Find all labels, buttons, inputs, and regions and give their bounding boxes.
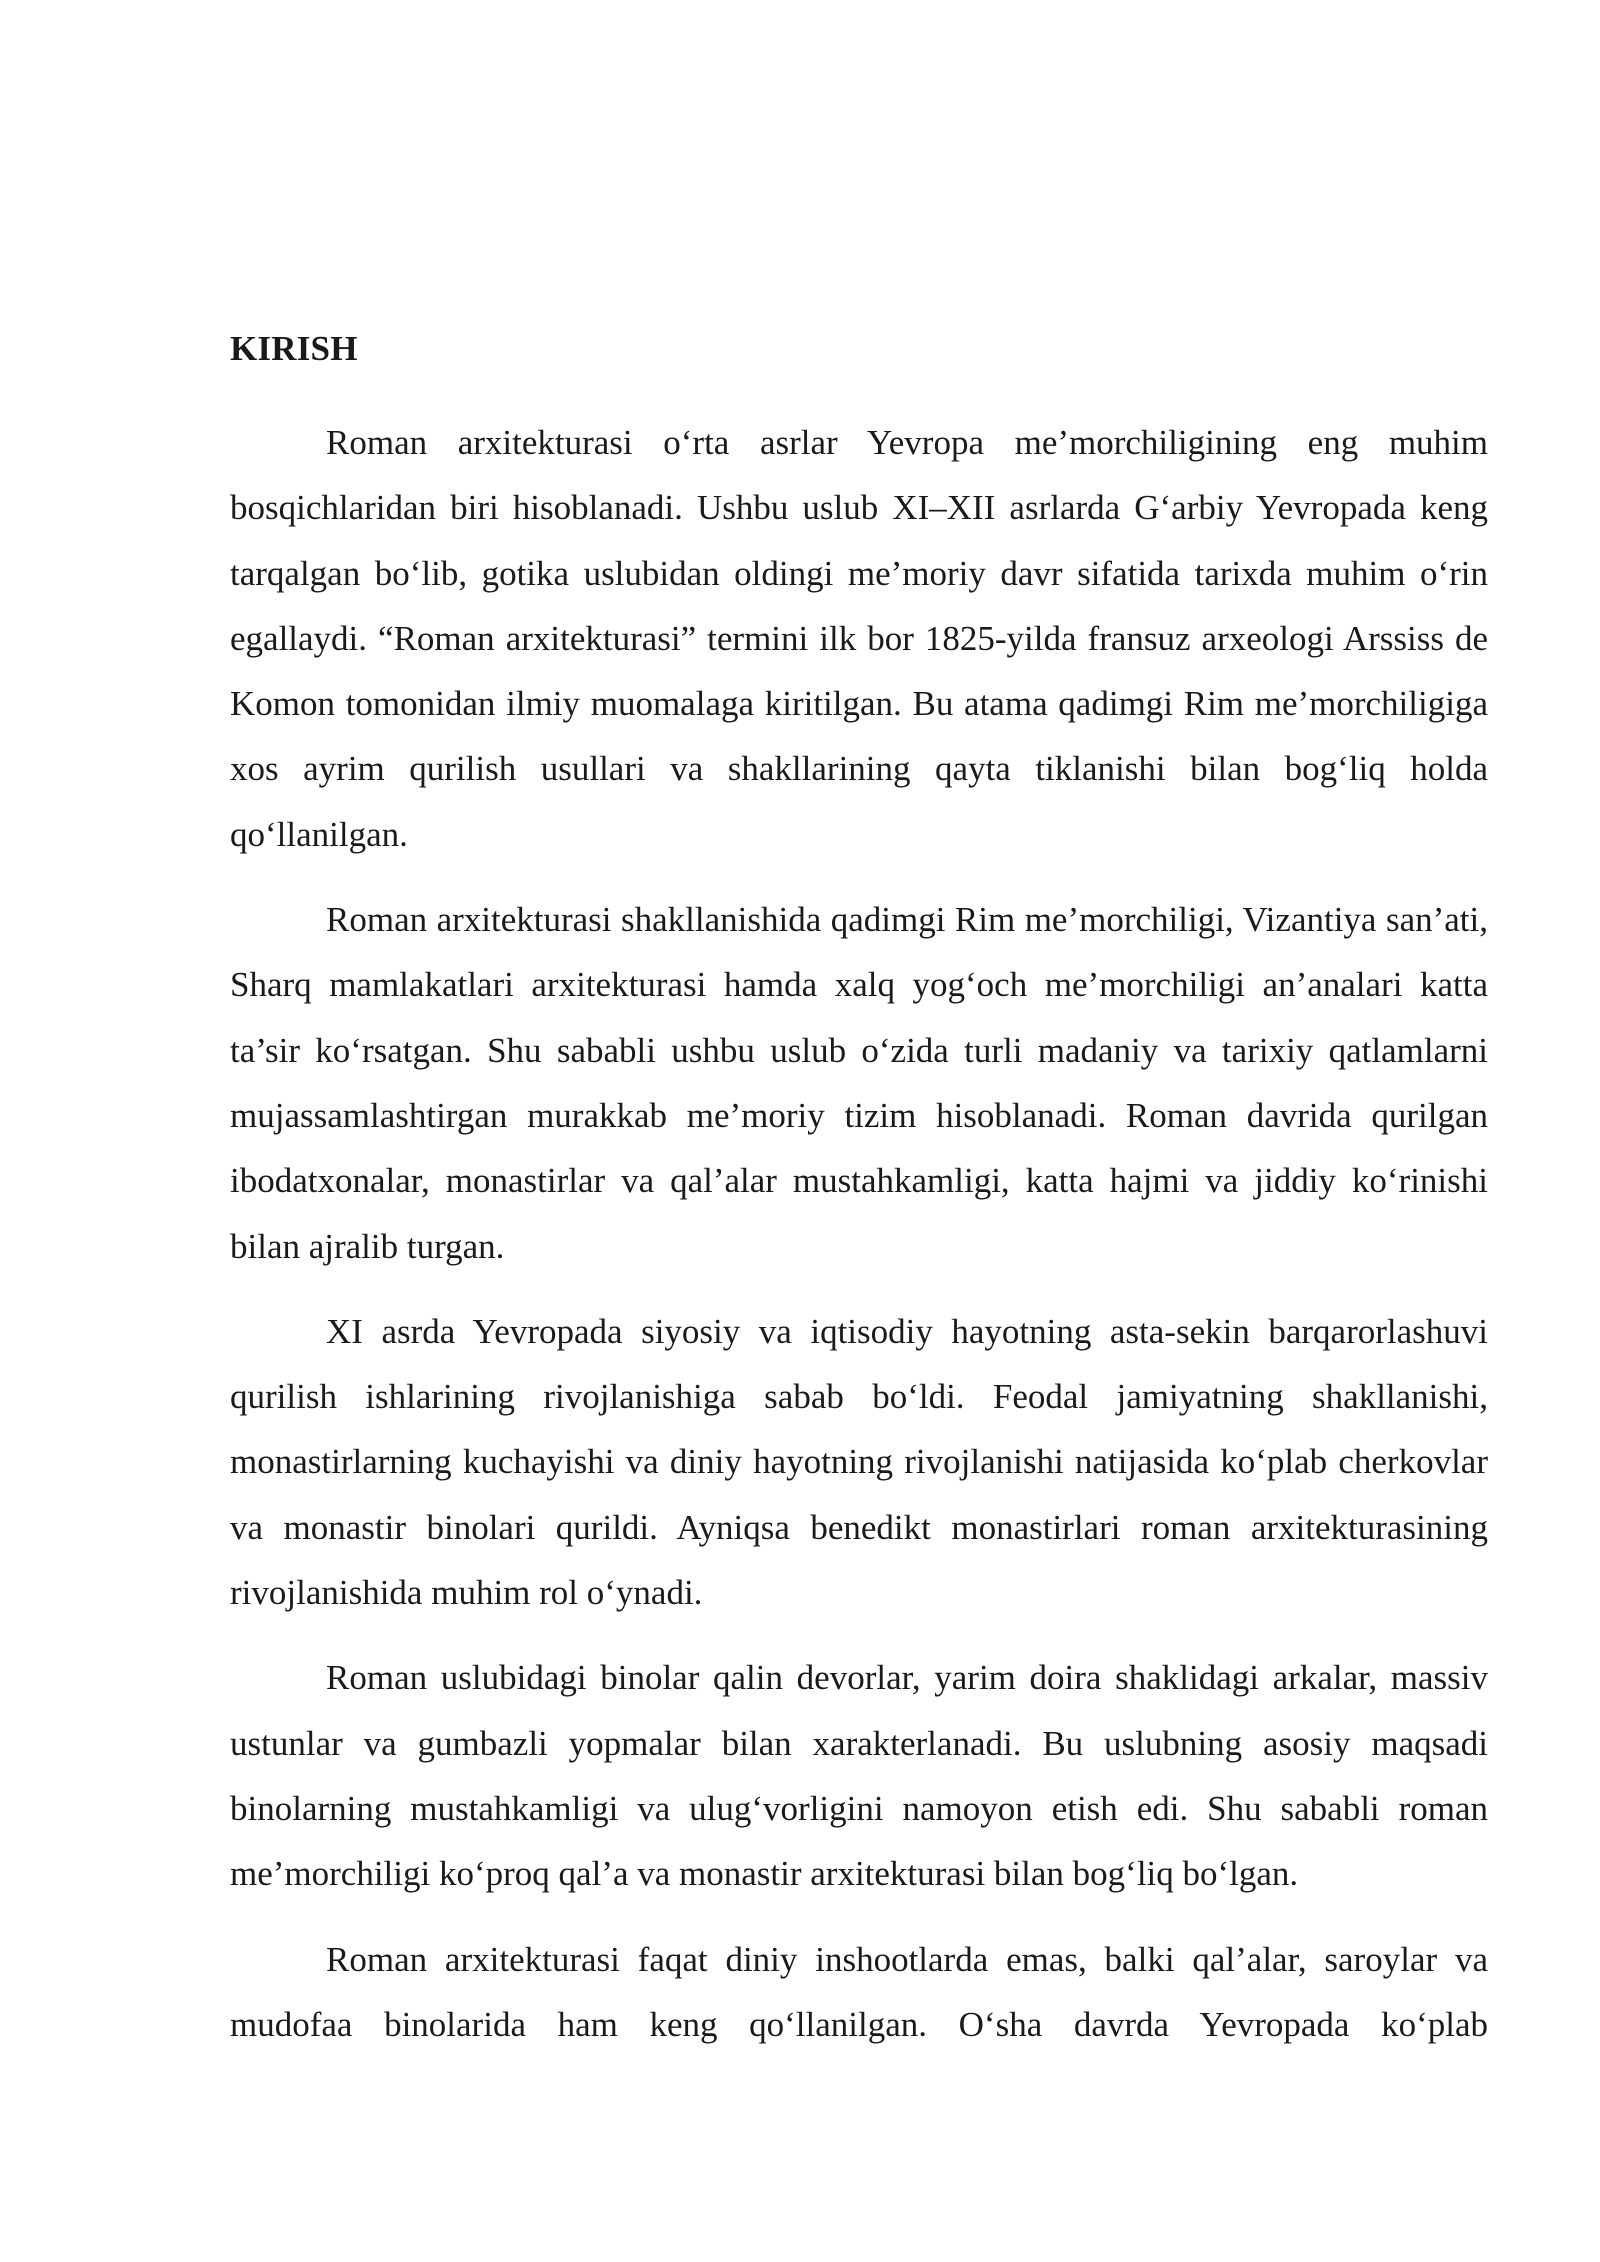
paragraph-5: Roman arxitekturasi faqat diniy inshootlarda emas, balki qal’alar, saroylar va mudofaa binolarida ham keng qo‘llanilgan. O‘sha davrda Yevropada ko‘plab xyxy=(230,1939,1488,2044)
paragraph-4: Roman uslubidagi binolar qalin devorlar, yarim doira shaklidagi arkalar, massiv ustunlar va gumbazli yopmalar bilan xarakterlanadi. Bu uslubning asosiy maqsadi binolarning mustahkamligi va ulug‘vorligini namoyon etish edi. Shu sababli roman me’morchiligi ko‘proq qal’a va monastir arxitekturasi bilan bog‘liq bo‘lgan. xyxy=(230,1658,1488,1894)
paragraph-3: XI asrda Yevropada siyosiy va iqtisodiy hayotning asta-sekin barqarorlashuvi qurilish ishlarining rivojlanishiga sabab bo‘ldi. Feodal jamiyatning shakllanishi, monastirlarning kuchayishi va diniy hayotning rivojlanishi natijasida ko‘plab cherkovlar va monastir binolari qurildi. Ayniqsa benedikt monastirlari roman arxitekturasining rivojlanishida muhim rol o‘ynadi. xyxy=(230,1311,1488,1613)
paragraph-2: Roman arxitekturasi shakllanishida qadimgi Rim me’morchiligi, Vizantiya san’ati, Sharq mamlakatlari arxitekturasi hamda xalq yog‘och me’morchiligi an’analari katta ta’sir ko‘rsatgan. Shu sababli ushbu uslub o‘zida turli madaniy va tarixiy qatlamlarni mujassamlashtirgan murakkab me’moriy tizim hisoblanadi. Roman davrida qurilgan ibodatxonalar, monastirlar va qal’alar mustahkamligi, katta hajmi va jiddiy ko‘rinishi bilan ajralib turgan. xyxy=(230,900,1488,1266)
section-heading: KIRISH xyxy=(230,329,358,368)
paragraph-1: Roman arxitekturasi o‘rta asrlar Yevropa me’morchiligining eng muhim bosqichlaridan biri hisoblanadi. Ushbu uslub XI–XII asrlarda G‘arbiy Yevropada keng tarqalgan bo‘lib, gotika uslubidan oldingi me’moriy davr sifatida tarixda muhim o‘rin egallaydi. “Roman arxitekturasi” termini ilk bor 1825-yilda fransuz arxeologi Arssiss de Komon tomonidan ilmiy muomalaga kiritilgan. Bu atama qadimgi Rim me’morchiligiga xos ayrim qurilish usullari va shakllarining qayta tiklanishi bilan bog‘liq holda qo‘llanilgan. xyxy=(230,423,1488,854)
document-body xyxy=(230,326,1488,2077)
